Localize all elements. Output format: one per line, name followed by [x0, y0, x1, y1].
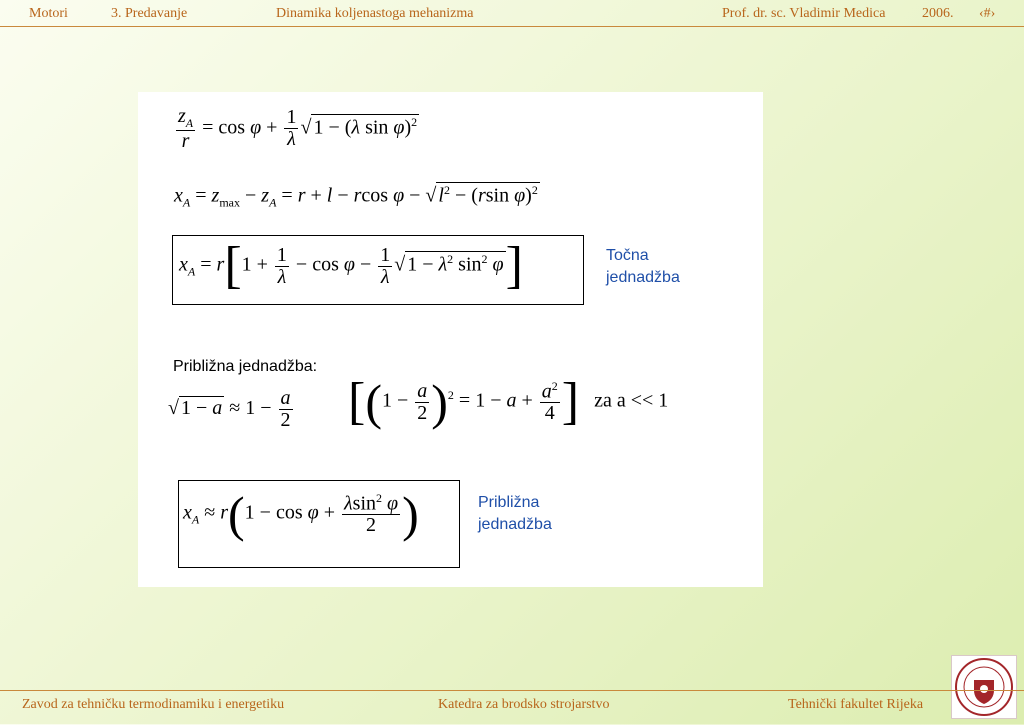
equation-sqrt-approx: √ 1 − a ≈ 1 − $\frac{a}{2}$: [168, 387, 291, 431]
header-author: Prof. dr. sc. Vladimir Medica: [722, 6, 886, 21]
header-lecture: 3. Predavanje: [111, 6, 188, 21]
condition-text: za a << 1: [594, 389, 669, 412]
formula-panel: [138, 92, 763, 587]
equation-square-expansion: [(1 − $\frac{a}{2}$ )$^2$ = 1 − a + $\frac{a^2}{4}$ ] za a << 1: [348, 373, 669, 430]
header-course: Motori: [29, 6, 68, 21]
header-topic: Dinamika koljenastoga mehanizma: [276, 6, 474, 21]
footer-center: Katedra za brodsko strojarstvo: [438, 697, 610, 712]
slide-footer: [0, 690, 1024, 725]
header-year: 2006.: [922, 6, 954, 21]
footer-right: Tehnički fakultet Rijeka: [788, 697, 924, 712]
equation-approx-boxed: $x_A \approx r(1 - \cos \varphi$ + $\frac{\lambda\sin^2 \varphi}{2}$ ): [178, 480, 460, 568]
approx-heading: Približna jednadžba:: [173, 358, 318, 375]
equation-xa-definition: $x_A = z_{max} - z_A = r + l - rcos$ φ − √ $l^2 - (rsin$ φ)$^2$: [174, 183, 538, 210]
slide-header: [0, 0, 1024, 27]
equation-exact-boxed: $x_A = r[1$ + $\frac{1}{\lambda}$ − cos φ − $\frac{1}{\lambda}$ √ $1 - \lambda^2$ $\sin^2 \varphi$]: [172, 235, 584, 305]
approx-equation-label: Približna jednadžba: [478, 494, 552, 533]
exact-equation-label: Točna jednadžba: [606, 247, 680, 286]
header-page-marker: ‹#›: [979, 6, 996, 21]
equation-za-over-r: $\frac{z_A}{r}$ = cos φ + $\frac{1}{\lambda}$ √ 1 − (λ sin φ)$^2$: [178, 105, 418, 152]
footer-left: Zavod za tehničku termodinamiku i energetiku: [22, 697, 285, 712]
